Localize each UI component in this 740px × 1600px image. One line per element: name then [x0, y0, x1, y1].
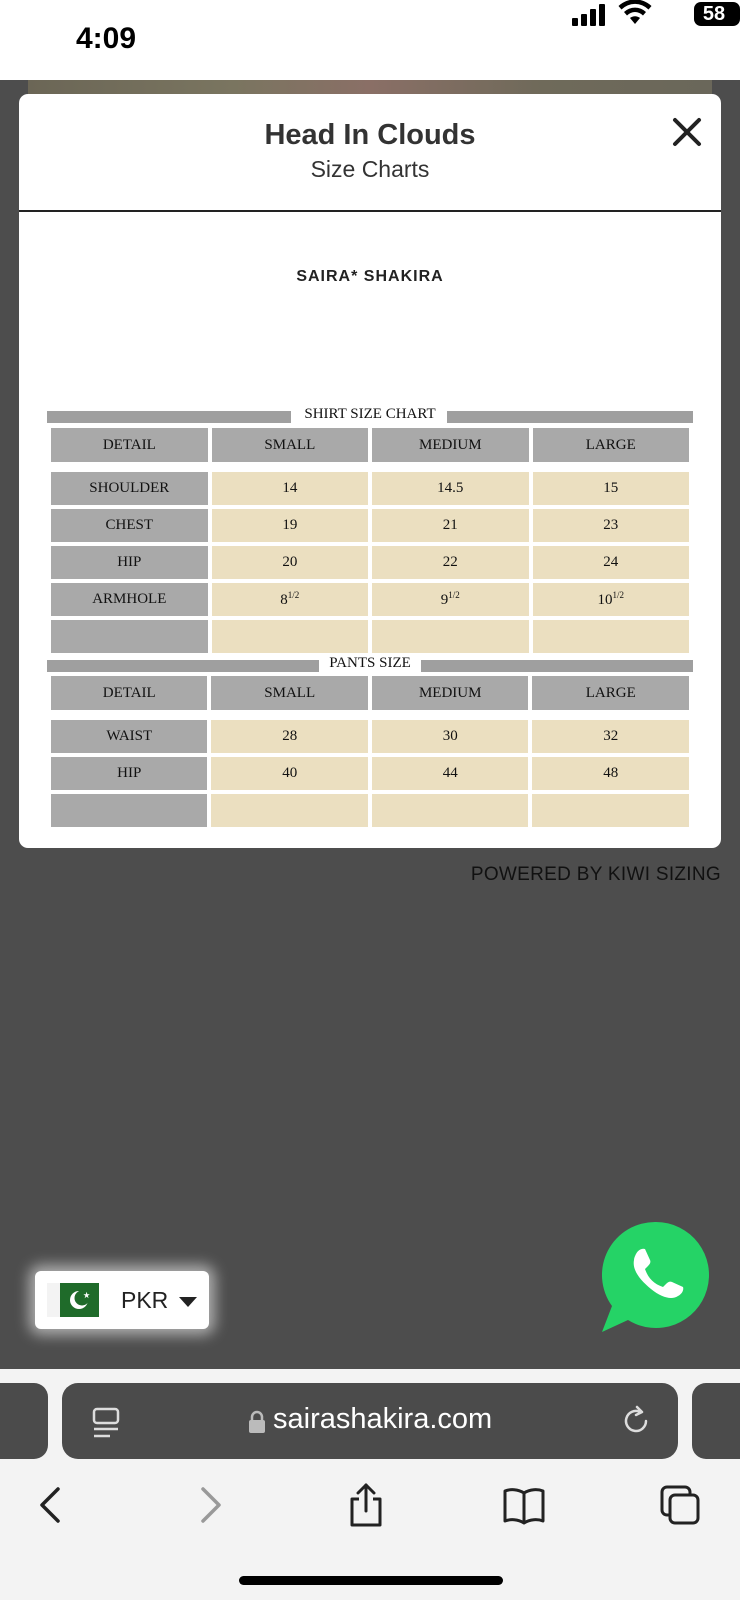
pants-chart-title: PANTS SIZE	[323, 655, 417, 671]
table-header-row	[51, 428, 689, 462]
shirt-chart-title-bar	[47, 406, 693, 423]
cell-value: 40	[211, 757, 367, 790]
cellular-signal-icon	[572, 4, 606, 26]
cell-value: 22	[372, 546, 529, 579]
cell-fraction: 1/2	[448, 590, 460, 600]
cell-value	[372, 583, 529, 616]
row-label: HIP	[51, 757, 207, 790]
size-chart-modal	[19, 94, 721, 848]
status-bar	[0, 0, 740, 80]
share-icon[interactable]	[344, 1483, 388, 1527]
cell-value: 19	[212, 509, 368, 542]
table-row	[51, 757, 689, 790]
status-time: 4:09	[76, 22, 137, 55]
modal-subtitle: Size Charts	[310, 156, 430, 182]
cell-fraction: 1/2	[612, 590, 625, 600]
cell-value: 32	[532, 720, 689, 753]
modal-title: Head In Clouds	[264, 119, 476, 151]
whatsapp-chat-button[interactable]	[598, 1218, 714, 1334]
table-row	[51, 472, 689, 505]
battery-level: 58	[702, 3, 726, 25]
cell-whole: 9	[440, 592, 449, 608]
cell-value: 23	[533, 509, 689, 542]
wifi-icon	[618, 0, 652, 26]
pants-chart-title-bar	[47, 655, 693, 672]
address-url: sairashakira.com	[273, 1403, 493, 1435]
shirt-chart-title: SHIRT SIZE CHART	[298, 406, 441, 422]
header-medium: MEDIUM	[372, 676, 529, 710]
cell-value: 24	[533, 546, 689, 579]
product-image-strip	[28, 80, 712, 94]
header-large: LARGE	[532, 676, 689, 710]
pants-size-table	[47, 672, 693, 831]
cell-value: 14	[212, 472, 368, 505]
back-icon[interactable]	[28, 1483, 72, 1527]
cell-whole: 8	[280, 592, 288, 608]
lock-icon	[248, 1410, 266, 1434]
cell-value: 44	[372, 757, 529, 790]
shirt-size-table	[47, 424, 693, 657]
cell-value: 14.5	[372, 472, 529, 505]
previous-tab[interactable]	[0, 1383, 48, 1459]
reader-mode-icon[interactable]	[92, 1407, 120, 1439]
header-detail: DETAIL	[51, 676, 207, 710]
header-small: SMALL	[212, 428, 368, 462]
forward-icon[interactable]	[189, 1483, 233, 1527]
header-medium: MEDIUM	[372, 428, 529, 462]
currency-code: PKR	[121, 1287, 169, 1313]
cell-whole: 10	[597, 592, 613, 608]
battery-icon	[694, 2, 740, 26]
reload-icon[interactable]	[620, 1405, 652, 1437]
table-row	[51, 546, 689, 579]
table-row-empty	[51, 794, 689, 827]
modal-header	[19, 94, 721, 212]
cell-value: 30	[372, 720, 529, 753]
address-bar[interactable]	[62, 1383, 678, 1459]
currency-selector[interactable]	[35, 1271, 209, 1329]
pakistan-flag-icon	[47, 1283, 99, 1317]
cell-value: 28	[211, 720, 367, 753]
header-large: LARGE	[533, 428, 689, 462]
cell-value	[533, 583, 689, 616]
cell-fraction: 1/2	[287, 590, 300, 600]
close-icon[interactable]	[671, 116, 703, 148]
table-header-row	[51, 676, 689, 710]
table-row-empty	[51, 620, 689, 653]
caret-down-icon	[179, 1297, 197, 1307]
browser-toolbar	[0, 1369, 740, 1600]
header-small: SMALL	[211, 676, 367, 710]
row-label: SHOULDER	[51, 472, 208, 505]
table-row	[51, 583, 689, 616]
table-row	[51, 720, 689, 753]
next-tab[interactable]	[692, 1383, 740, 1459]
brand-logo: SAIRA* SHAKIRA	[296, 268, 444, 285]
row-label: ARMHOLE	[51, 583, 208, 616]
cell-value: 20	[212, 546, 368, 579]
powered-by-kiwi-sizing-link[interactable]: POWERED BY KIWI SIZING	[470, 864, 721, 885]
header-detail: DETAIL	[51, 428, 208, 462]
tabs-icon[interactable]	[658, 1483, 702, 1527]
cell-value	[212, 583, 368, 616]
table-row	[51, 509, 689, 542]
bookmarks-icon[interactable]	[502, 1483, 546, 1527]
cell-value: 15	[533, 472, 689, 505]
row-label: CHEST	[51, 509, 208, 542]
row-label: WAIST	[51, 720, 207, 753]
cell-value: 21	[372, 509, 529, 542]
row-label: HIP	[51, 546, 208, 579]
cell-value: 48	[532, 757, 689, 790]
home-indicator	[239, 1576, 503, 1585]
